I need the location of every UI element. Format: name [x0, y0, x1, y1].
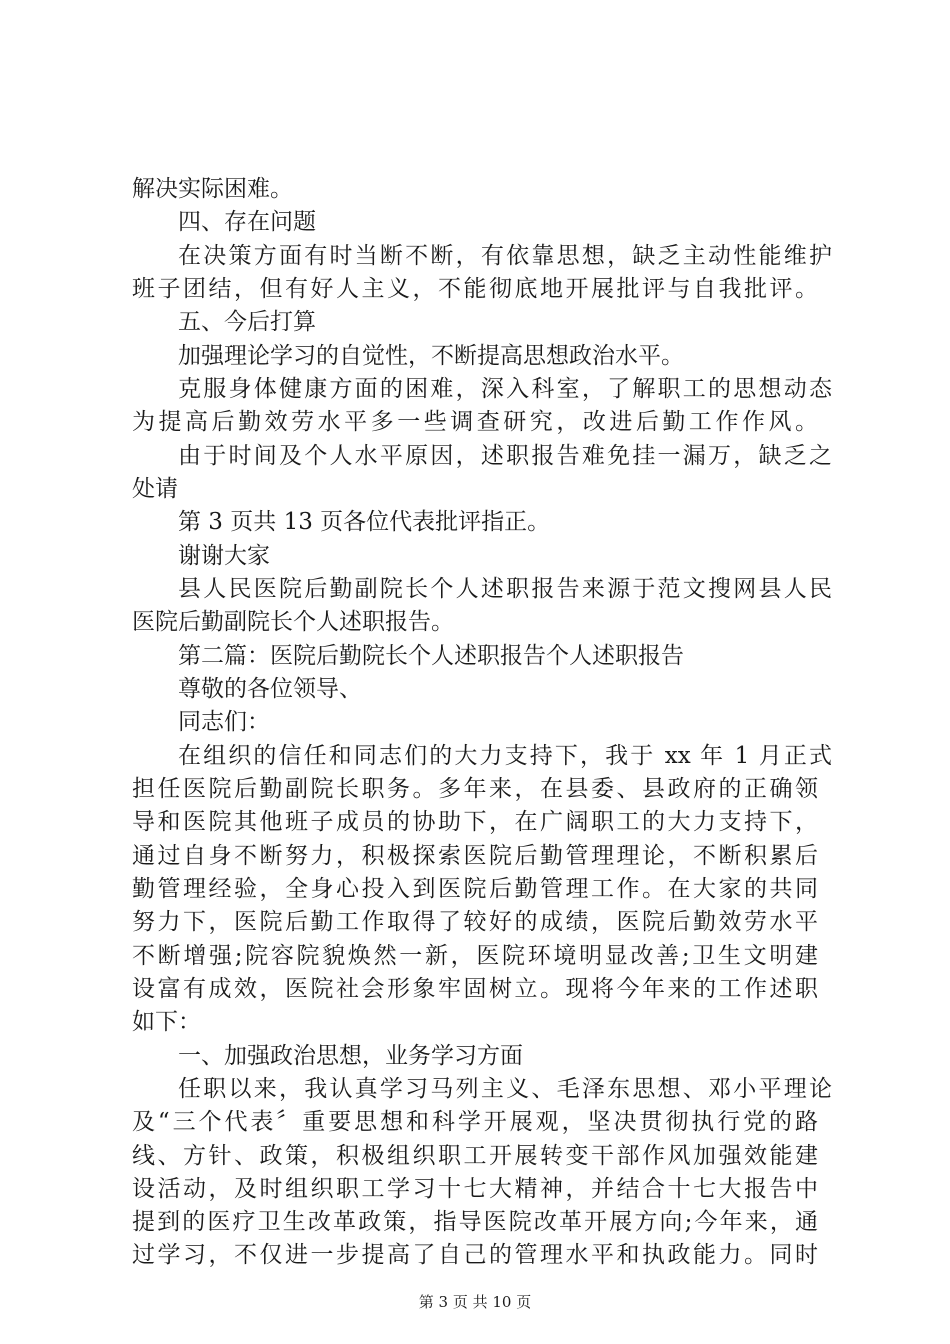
text-line: 克服身体健康方面的困难，深入科室，了解职工的思想动态 [178, 376, 832, 402]
text-line: 解决实际困难。 [132, 176, 293, 202]
text-line: 处请 [132, 476, 178, 502]
text-line: 勤管理经验，全身心投入到医院后勤管理工作。在大家的共同 [132, 876, 818, 902]
text-line: 线、方针、政策，积极组织职工开展转变干部作风加强效能建 [132, 1143, 818, 1169]
section-title: 第二篇：医院后勤院长个人述职报告个人述职报告 [178, 643, 684, 669]
text-line: 加强理论学习的自觉性，不断提高思想政治水平。 [178, 343, 684, 369]
text-line: 设富有成效，医院社会形象牢固树立。现将今年来的工作述职 [132, 976, 818, 1002]
page-footer: 第 3 页 共 10 页 [418, 1293, 532, 1311]
text-line: 在组织的信任和同志们的大力支持下，我于 xx 年 1 月正式 [178, 743, 832, 769]
text-line: 提到的医疗卫生改革政策，指导医院改革开展方向;今年来，通 [132, 1209, 818, 1235]
text-line: 谢谢大家 [178, 543, 270, 569]
text-line: 由于时间及个人水平原因，述职报告难免挂一漏万，缺乏之 [178, 443, 832, 469]
section-heading: 一、加强政治思想，业务学习方面 [178, 1043, 523, 1069]
text-line: 为提高后勤效劳水平多一些调查研究，改进后勤工作作风。 [132, 409, 818, 435]
text-line: 导和医院其他班子成员的协助下，在广阔职工的大力支持下， [132, 809, 818, 835]
text-line: 医院后勤副院长个人述职报告。 [132, 609, 454, 635]
text-line: 努力下，医院后勤工作取得了较好的成绩，医院后勤效劳水平 [132, 909, 818, 935]
text-line: 如下： [132, 1009, 201, 1035]
text-line: 任职以来，我认真学习马列主义、毛泽东思想、邓小平理论 [178, 1076, 832, 1102]
section-heading: 四、存在问题 [178, 209, 316, 235]
salutation: 同志们： [178, 709, 270, 735]
section-heading: 五、今后打算 [178, 309, 316, 335]
text-line: 县人民医院后勤副院长个人述职报告来源于范文搜网县人民 [178, 576, 832, 602]
text-line: 过学习，不仅进一步提高了自己的管理水平和执政能力。同时 [132, 1242, 818, 1268]
text-line: 设活动，及时组织职工学习十七大精神，并结合十七大报告中 [132, 1176, 818, 1202]
text-line: 不断增强;院容院貌焕然一新，医院环境明显改善;卫生文明建 [132, 943, 818, 969]
text-line: 在决策方面有时当断不断，有依靠思想，缺乏主动性能维护 [178, 243, 832, 269]
text-line: 及“三个代表〞重要思想和科学开展观，坚决贯彻执行党的路 [132, 1109, 818, 1135]
text-line: 担任医院后勤副院长职务。多年来，在县委、县政府的正确领 [132, 776, 818, 802]
text-line: 通过自身不断努力，积极探索医院后勤管理理论，不断积累后 [132, 843, 818, 869]
salutation: 尊敬的各位领导、 [178, 676, 362, 702]
text-line: 班子团结，但有好人主义，不能彻底地开展批评与自我批评。 [132, 276, 818, 302]
text-line: 第 3 页共 13 页各位代表批评指正。 [178, 509, 551, 535]
